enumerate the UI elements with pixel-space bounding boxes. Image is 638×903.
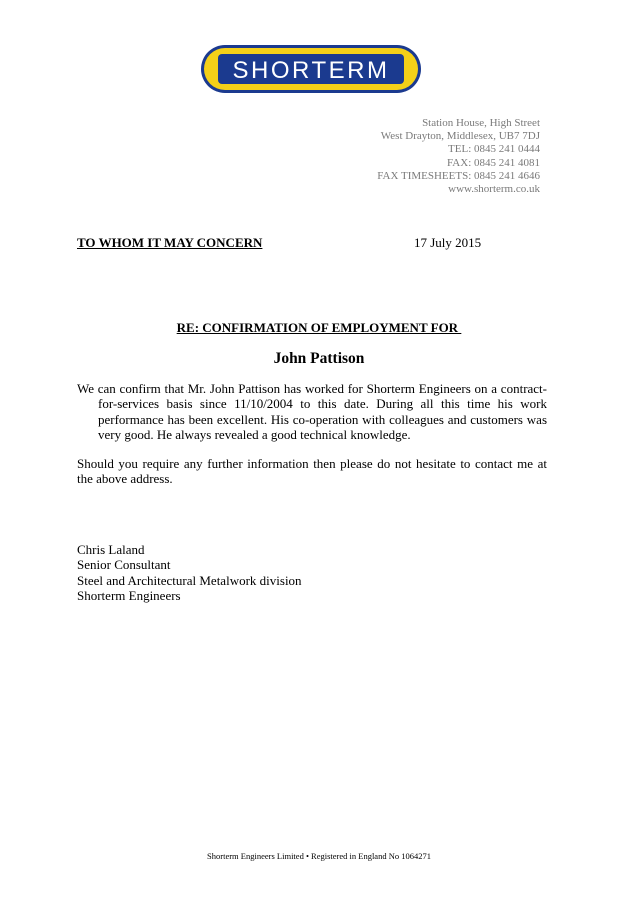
company-logo bbox=[200, 44, 422, 94]
body-paragraph-contact: Should you require any further information then please do not hesitate to contact me at the above address. bbox=[77, 456, 547, 487]
address-street: Station House, High Street bbox=[422, 117, 540, 129]
signatory-company: Shorterm Engineers bbox=[77, 588, 181, 604]
subject-line: RE: CONFIRMATION OF EMPLOYMENT FOR bbox=[176, 320, 462, 335]
address-website: www.shorterm.co.uk bbox=[448, 183, 540, 196]
shorterm-logo-graphic bbox=[200, 44, 422, 94]
letter-date: 17 July 2015 bbox=[414, 235, 482, 250]
signature-block bbox=[77, 542, 302, 604]
company-address bbox=[377, 117, 540, 196]
address-fax-timesheets: FAX TIMESHEETS: 0845 241 4646 bbox=[377, 169, 540, 182]
signatory-title: Senior Consultant bbox=[77, 557, 171, 573]
logo-text: SHORTERM bbox=[232, 57, 390, 84]
footer-registration: Shorterm Engineers Limited • Registered in England No 1064271 bbox=[207, 851, 431, 861]
body-paragraph-confirmation: We can confirm that Mr. John Pattison has worked for Shorterm Engineers on a contract-for-services basis since 11/10/2004 to this date. During all this time his work performance has been excellent. His co-operation with colleagues and customers was very good. He always revealed a good technical knowledge. bbox=[77, 381, 547, 443]
address-telephone: TEL: 0845 241 0444 bbox=[448, 143, 540, 156]
signatory-name: Chris Laland bbox=[77, 542, 145, 557]
address-town: West Drayton, Middlesex, UB7 7DJ bbox=[380, 130, 540, 143]
employee-name: John Pattison bbox=[273, 350, 365, 367]
salutation: TO WHOM IT MAY CONCERN bbox=[77, 235, 263, 250]
signatory-division: Steel and Architectural Metalwork division bbox=[77, 572, 302, 588]
address-fax: FAX: 0845 241 4081 bbox=[447, 156, 540, 169]
